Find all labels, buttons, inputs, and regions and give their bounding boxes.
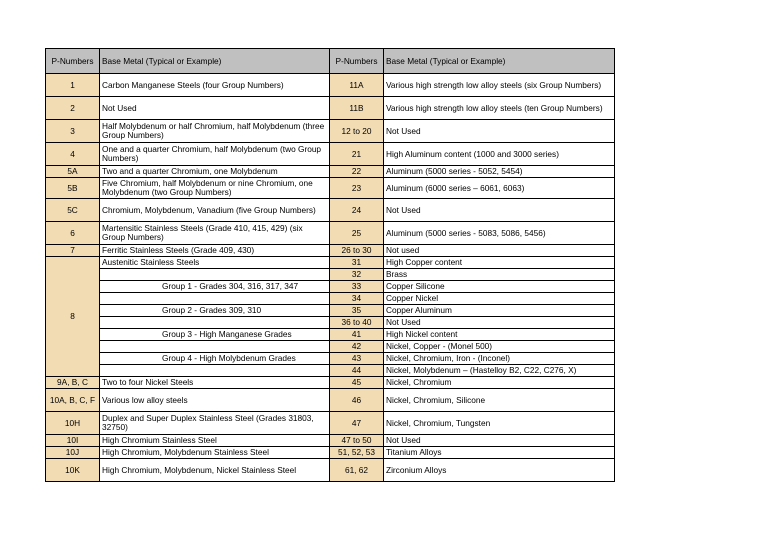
table-row xyxy=(46,281,615,293)
table-row xyxy=(46,178,615,199)
pnumber-cell: 6 xyxy=(46,222,100,245)
base-metal-cell xyxy=(100,317,330,329)
base-metal-cell: Not used xyxy=(384,245,615,257)
table-row xyxy=(46,317,615,329)
base-metal-cell: Aluminum (5000 series - 5052, 5454) xyxy=(384,166,615,178)
base-metal-cell: High Copper content xyxy=(384,257,615,269)
pnumber-cell: 5B xyxy=(46,178,100,199)
table-row xyxy=(46,222,615,245)
pnumber-cell: 22 xyxy=(330,166,384,178)
base-metal-cell: High Chromium, Molybdenum, Nickel Stainless Steel xyxy=(100,459,330,482)
base-metal-cell: High Chromium, Molybdenum Stainless Steel xyxy=(100,447,330,459)
pnumber-cell: 47 to 50 xyxy=(330,435,384,447)
pnumber-cell: 4 xyxy=(46,143,100,166)
table-row xyxy=(46,305,615,317)
pnumber-cell: 10H xyxy=(46,412,100,435)
table-row xyxy=(46,199,615,222)
pnumber-cell: 31 xyxy=(330,257,384,269)
table-row xyxy=(46,120,615,143)
base-metal-cell: One and a quarter Chromium, half Molybdenum (two Group Numbers) xyxy=(100,143,330,166)
base-metal-cell: Aluminum (6000 series – 6061, 6063) xyxy=(384,178,615,199)
pnumber-cell: 42 xyxy=(330,341,384,353)
pnumber-cell: 41 xyxy=(330,329,384,341)
header-cell-base-metal-left: Base Metal (Typical or Example) xyxy=(100,49,330,74)
base-metal-cell: Not Used xyxy=(384,435,615,447)
table-row xyxy=(46,257,615,269)
table-row xyxy=(46,365,615,377)
base-metal-cell xyxy=(100,365,330,377)
pnumber-cell: 5A xyxy=(46,166,100,178)
table-row xyxy=(46,353,615,365)
pnumber-cell: 10J xyxy=(46,447,100,459)
base-metal-cell: Half Molybdenum or half Chromium, half Molybdenum (three Group Numbers) xyxy=(100,120,330,143)
base-metal-cell: Ferritic Stainless Steels (Grade 409, 430) xyxy=(100,245,330,257)
pnumber-cell: 12 to 20 xyxy=(330,120,384,143)
base-metal-cell: Not Used xyxy=(384,120,615,143)
base-metal-cell: Not Used xyxy=(100,97,330,120)
base-metal-cell: Two and a quarter Chromium, one Molybdenum xyxy=(100,166,330,178)
pnumber-cell: 21 xyxy=(330,143,384,166)
pnumber-cell: 35 xyxy=(330,305,384,317)
base-metal-cell: Aluminum (5000 series - 5083, 5086, 5456) xyxy=(384,222,615,245)
pnumber-cell: 26 to 30 xyxy=(330,245,384,257)
base-metal-cell: Nickel, Chromium, Silicone xyxy=(384,389,615,412)
pnumber-cell: 10A, B, C, F xyxy=(46,389,100,412)
base-metal-cell: Nickel, Chromium, Tungsten xyxy=(384,412,615,435)
header-row xyxy=(46,49,615,74)
base-metal-cell: Group 2 - Grades 309, 310 xyxy=(100,305,330,317)
pnumber-cell: 47 xyxy=(330,412,384,435)
table-row xyxy=(46,97,615,120)
table-row xyxy=(46,166,615,178)
pnumber-cell: 5C xyxy=(46,199,100,222)
pnumber-cell: 10K xyxy=(46,459,100,482)
base-metal-cell: High Chromium Stainless Steel xyxy=(100,435,330,447)
base-metal-cell: Carbon Manganese Steels (four Group Numbers) xyxy=(100,74,330,97)
pnumber-cell: 45 xyxy=(330,377,384,389)
table-row xyxy=(46,74,615,97)
pnumber-cell: 44 xyxy=(330,365,384,377)
base-metal-cell: Chromium, Molybdenum, Vanadium (five Group Numbers) xyxy=(100,199,330,222)
table-row xyxy=(46,245,615,257)
base-metal-cell: Copper Silicone xyxy=(384,281,615,293)
table-row xyxy=(46,329,615,341)
pnumber-cell: 11B xyxy=(330,97,384,120)
pnumber-cell: 61, 62 xyxy=(330,459,384,482)
pnumber-cell: 2 xyxy=(46,97,100,120)
pnumber-cell: 34 xyxy=(330,293,384,305)
pnumber-cell: 8 xyxy=(46,257,100,377)
header-cell-pnumber-left: P-Numbers xyxy=(46,49,100,74)
pnumber-cell: 1 xyxy=(46,74,100,97)
table-row xyxy=(46,293,615,305)
table-row xyxy=(46,435,615,447)
pnumber-cell: 51, 52, 53 xyxy=(330,447,384,459)
pnumber-cell: 46 xyxy=(330,389,384,412)
base-metal-cell: Five Chromium, half Molybdenum or nine Chromium, one Molybdenum (two Group Numbers) xyxy=(100,178,330,199)
table-row xyxy=(46,269,615,281)
pnumber-cell: 33 xyxy=(330,281,384,293)
pnumber-table xyxy=(45,48,615,482)
table-row xyxy=(46,447,615,459)
table-row xyxy=(46,389,615,412)
base-metal-cell: Group 4 - High Molybdenum Grades xyxy=(100,353,330,365)
base-metal-cell: Martensitic Stainless Steels (Grade 410, 415, 429) (six Group Numbers) xyxy=(100,222,330,245)
header-cell-pnumber-right: P-Numbers xyxy=(330,49,384,74)
base-metal-cell: Austenitic Stainless Steels xyxy=(100,257,330,269)
base-metal-cell: Duplex and Super Duplex Stainless Steel (Grades 31803, 32750) xyxy=(100,412,330,435)
base-metal-cell: Titanium Alloys xyxy=(384,447,615,459)
base-metal-cell: High Aluminum content (1000 and 3000 series) xyxy=(384,143,615,166)
pnumber-cell: 10I xyxy=(46,435,100,447)
base-metal-cell: Nickel, Chromium xyxy=(384,377,615,389)
header-cell-base-metal-right: Base Metal (Typical or Example) xyxy=(384,49,615,74)
base-metal-cell: Group 1 - Grades 304, 316, 317, 347 xyxy=(100,281,330,293)
base-metal-cell xyxy=(100,293,330,305)
pnumber-cell: 3 xyxy=(46,120,100,143)
pnumber-cell: 7 xyxy=(46,245,100,257)
base-metal-cell xyxy=(100,269,330,281)
base-metal-cell: Group 3 - High Manganese Grades xyxy=(100,329,330,341)
pnumber-cell: 25 xyxy=(330,222,384,245)
table-row xyxy=(46,341,615,353)
base-metal-cell: Zirconium Alloys xyxy=(384,459,615,482)
base-metal-cell: Two to four Nickel Steels xyxy=(100,377,330,389)
pnumber-sheet xyxy=(45,48,615,482)
table-row xyxy=(46,143,615,166)
base-metal-cell: Nickel, Chromium, Iron - (Inconel) xyxy=(384,353,615,365)
base-metal-cell: Various high strength low alloy steels (ten Group Numbers) xyxy=(384,97,615,120)
pnumber-cell: 36 to 40 xyxy=(330,317,384,329)
base-metal-cell: Various low alloy steels xyxy=(100,389,330,412)
pnumber-cell: 24 xyxy=(330,199,384,222)
base-metal-cell: High Nickel content xyxy=(384,329,615,341)
base-metal-cell: Copper Aluminum xyxy=(384,305,615,317)
table-row xyxy=(46,377,615,389)
table-row xyxy=(46,459,615,482)
base-metal-cell: Nickel, Copper - (Monel 500) xyxy=(384,341,615,353)
pnumber-cell: 23 xyxy=(330,178,384,199)
base-metal-cell: Not Used xyxy=(384,199,615,222)
base-metal-cell: Various high strength low alloy steels (six Group Numbers) xyxy=(384,74,615,97)
base-metal-cell: Nickel, Molybdenum – (Hastelloy B2, C22, C276, X) xyxy=(384,365,615,377)
pnumber-cell: 43 xyxy=(330,353,384,365)
base-metal-cell: Brass xyxy=(384,269,615,281)
pnumber-cell: 9A, B, C xyxy=(46,377,100,389)
table-row xyxy=(46,412,615,435)
base-metal-cell: Copper Nickel xyxy=(384,293,615,305)
base-metal-cell: Not Used xyxy=(384,317,615,329)
pnumber-cell: 11A xyxy=(330,74,384,97)
base-metal-cell xyxy=(100,341,330,353)
pnumber-cell: 32 xyxy=(330,269,384,281)
